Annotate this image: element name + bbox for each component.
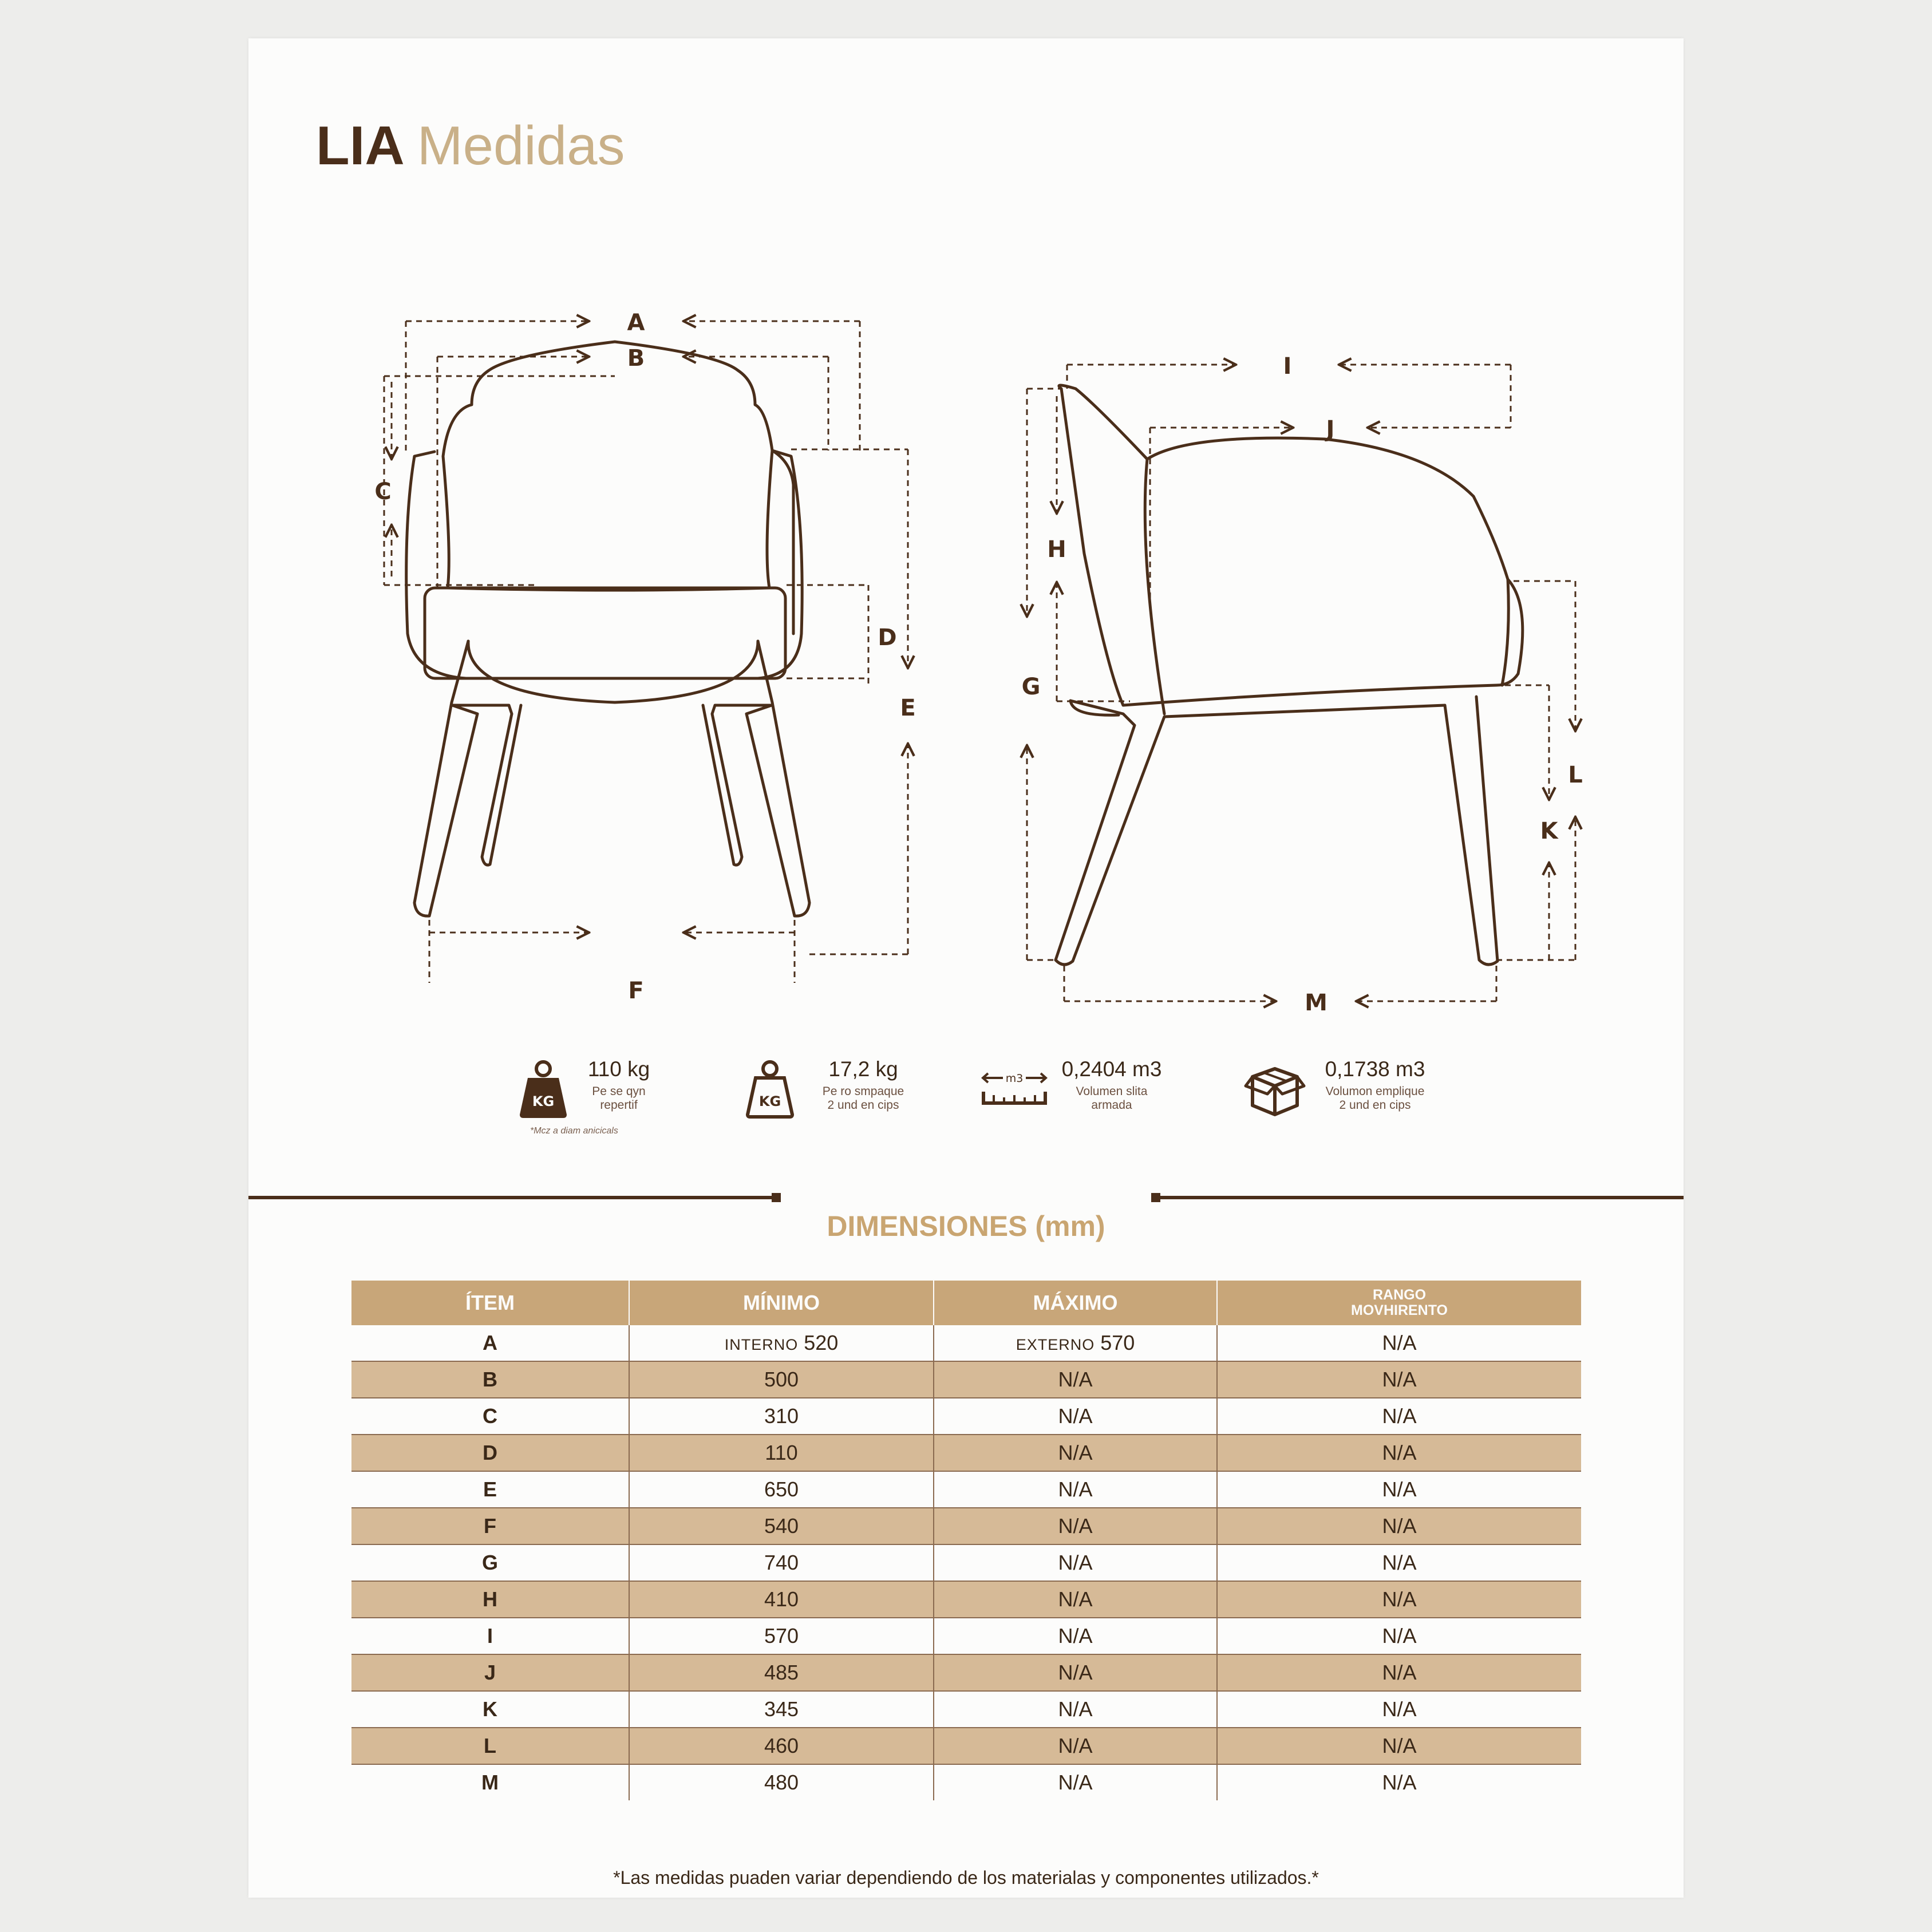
spec-label-line2: repertif bbox=[600, 1099, 638, 1112]
cell-range: N/A bbox=[1217, 1581, 1581, 1618]
cell-item: K bbox=[351, 1691, 629, 1728]
cell-item: G bbox=[351, 1544, 629, 1581]
cell-min: 480 bbox=[629, 1764, 934, 1800]
cell-item: D bbox=[351, 1435, 629, 1471]
cell-range: N/A bbox=[1217, 1618, 1581, 1654]
table-row bbox=[351, 1361, 1581, 1398]
cell-max: N/A bbox=[934, 1654, 1217, 1691]
cell-item: M bbox=[351, 1764, 629, 1800]
dim-label-h: H bbox=[1047, 536, 1066, 563]
cell-max: N/A bbox=[934, 1618, 1217, 1654]
cell-range: N/A bbox=[1217, 1435, 1581, 1471]
cell-item: E bbox=[351, 1471, 629, 1508]
cell-range: N/A bbox=[1217, 1471, 1581, 1508]
section-divider-right bbox=[1160, 1196, 1684, 1199]
product-name: LIA bbox=[316, 115, 405, 176]
spec-label-line1: Volumen slita bbox=[1076, 1085, 1148, 1098]
cell-min: 540 bbox=[629, 1508, 934, 1544]
dim-label-e: E bbox=[900, 695, 916, 721]
table-row bbox=[351, 1764, 1581, 1800]
table-row bbox=[351, 1398, 1581, 1435]
spec-volume-assembled bbox=[980, 1046, 1186, 1172]
spec-weight-package bbox=[744, 1046, 927, 1172]
cell-item: J bbox=[351, 1654, 629, 1691]
cell-min: 570 bbox=[629, 1618, 934, 1654]
cell-item: I bbox=[351, 1618, 629, 1654]
dimension-drawings bbox=[248, 38, 1684, 1057]
cell-item: A bbox=[351, 1325, 629, 1361]
section-divider-dot-left bbox=[772, 1193, 781, 1202]
col-header-range-line2: MOVHIRENTO bbox=[1351, 1302, 1448, 1318]
cell-min: 110 bbox=[629, 1435, 934, 1471]
table-row bbox=[351, 1618, 1581, 1654]
spec-note: *Mcz a diam anicicals bbox=[530, 1126, 618, 1136]
spec-label-line2: 2 und en cips bbox=[827, 1099, 899, 1112]
cell-range: N/A bbox=[1217, 1544, 1581, 1581]
cell-max: N/A bbox=[934, 1471, 1217, 1508]
spec-label-line2: armada bbox=[1091, 1099, 1132, 1112]
spec-label-line1: Volumon emplique bbox=[1325, 1085, 1425, 1098]
svg-text:KG: KG bbox=[532, 1093, 555, 1109]
cell-item: H bbox=[351, 1581, 629, 1618]
footnote: *Las medidas puaden variar dependiendo de los materialas y componentes utilizados.* bbox=[613, 1867, 1319, 1888]
cell-min bbox=[629, 1325, 934, 1361]
front-dimension-lines bbox=[384, 321, 908, 983]
spec-label-line2: 2 und en cips bbox=[1339, 1099, 1411, 1112]
cell-range: N/A bbox=[1217, 1691, 1581, 1728]
cell-min: 345 bbox=[629, 1691, 934, 1728]
col-header-range-line1: RANGO bbox=[1372, 1287, 1427, 1303]
dim-label-i: I bbox=[1283, 353, 1292, 380]
table-row bbox=[351, 1581, 1581, 1618]
spec-volume-package bbox=[1243, 1046, 1449, 1172]
cell-range: N/A bbox=[1217, 1728, 1581, 1764]
cell-max-value: 570 bbox=[1100, 1331, 1135, 1354]
cell-max: N/A bbox=[934, 1728, 1217, 1764]
weight-outline-icon bbox=[744, 1057, 796, 1120]
cell-min-prefix: INTERNO bbox=[724, 1336, 799, 1353]
cell-range: N/A bbox=[1217, 1654, 1581, 1691]
dim-label-m: M bbox=[1305, 990, 1327, 1016]
table-header-row bbox=[351, 1281, 1581, 1325]
cell-min: 460 bbox=[629, 1728, 934, 1764]
table-row bbox=[351, 1471, 1581, 1508]
cell-min: 310 bbox=[629, 1398, 934, 1435]
cell-item: F bbox=[351, 1508, 629, 1544]
cell-max: N/A bbox=[934, 1398, 1217, 1435]
spec-label-line1: Pe se qyn bbox=[592, 1085, 646, 1098]
front-dimension-labels bbox=[374, 310, 915, 1004]
col-header-range bbox=[1217, 1281, 1581, 1325]
cell-item: B bbox=[351, 1361, 629, 1398]
table-row bbox=[351, 1544, 1581, 1581]
table-row bbox=[351, 1435, 1581, 1471]
table-row bbox=[351, 1691, 1581, 1728]
dim-label-d: D bbox=[878, 625, 897, 651]
chair-front-view bbox=[406, 342, 809, 916]
cell-item: L bbox=[351, 1728, 629, 1764]
cell-max: N/A bbox=[934, 1764, 1217, 1800]
section-title: DIMENSIONES (mm) bbox=[827, 1210, 1105, 1242]
table-row bbox=[351, 1508, 1581, 1544]
spec-value: 17,2 kg bbox=[828, 1057, 898, 1081]
dim-label-f: F bbox=[628, 978, 644, 1004]
spec-weight-product bbox=[517, 1046, 666, 1172]
section-divider-left bbox=[248, 1196, 774, 1199]
cell-range: N/A bbox=[1217, 1398, 1581, 1435]
volume-icon-text: m3 bbox=[1005, 1072, 1024, 1085]
dim-label-c: C bbox=[374, 479, 392, 505]
cell-max bbox=[934, 1325, 1217, 1361]
box-icon bbox=[1243, 1057, 1306, 1120]
cell-range: N/A bbox=[1217, 1508, 1581, 1544]
volume-ruler-icon bbox=[980, 1066, 1049, 1118]
cell-min-value: 520 bbox=[804, 1331, 839, 1354]
table-row bbox=[351, 1325, 1581, 1361]
table-row bbox=[351, 1654, 1581, 1691]
cell-max: N/A bbox=[934, 1361, 1217, 1398]
cell-min: 485 bbox=[629, 1654, 934, 1691]
cell-max: N/A bbox=[934, 1435, 1217, 1471]
dim-label-a: A bbox=[627, 310, 645, 336]
dimensions-table bbox=[351, 1281, 1581, 1800]
cell-item: C bbox=[351, 1398, 629, 1435]
col-header-item: ÍTEM bbox=[351, 1281, 629, 1325]
cell-max: N/A bbox=[934, 1544, 1217, 1581]
cell-max: N/A bbox=[934, 1581, 1217, 1618]
spec-sheet bbox=[248, 38, 1684, 1898]
weight-filled-icon bbox=[517, 1057, 569, 1120]
dim-label-k: K bbox=[1540, 818, 1558, 844]
section-divider-dot-right bbox=[1151, 1193, 1160, 1202]
cell-range: N/A bbox=[1382, 1771, 1417, 1794]
cell-min: 500 bbox=[629, 1361, 934, 1398]
dim-label-b: B bbox=[627, 345, 645, 372]
spec-value: 0,1738 m3 bbox=[1325, 1057, 1425, 1081]
svg-text:KG: KG bbox=[758, 1093, 781, 1109]
cell-max: N/A bbox=[934, 1691, 1217, 1728]
cell-range: N/A bbox=[1217, 1361, 1581, 1398]
spec-value: 110 kg bbox=[587, 1057, 650, 1081]
col-header-max: MÁXIMO bbox=[934, 1281, 1217, 1325]
col-header-min: MÍNIMO bbox=[629, 1281, 934, 1325]
spec-label-line1: Pe ro smpaque bbox=[822, 1085, 904, 1098]
dim-label-g: G bbox=[1021, 674, 1041, 700]
table-row bbox=[351, 1728, 1581, 1764]
cell-min: 410 bbox=[629, 1581, 934, 1618]
title-subtitle: Medidas bbox=[417, 115, 625, 176]
chair-side-view bbox=[1056, 385, 1523, 965]
cell-max-prefix: EXTERNO bbox=[1016, 1336, 1095, 1353]
cell-max: N/A bbox=[934, 1508, 1217, 1544]
dim-label-j: J bbox=[1326, 416, 1335, 442]
spec-value: 0,2404 m3 bbox=[1061, 1057, 1162, 1081]
cell-range: N/A bbox=[1217, 1325, 1581, 1361]
cell-min: 740 bbox=[629, 1544, 934, 1581]
dim-label-l: L bbox=[1568, 762, 1583, 788]
cell-min: 650 bbox=[629, 1471, 934, 1508]
